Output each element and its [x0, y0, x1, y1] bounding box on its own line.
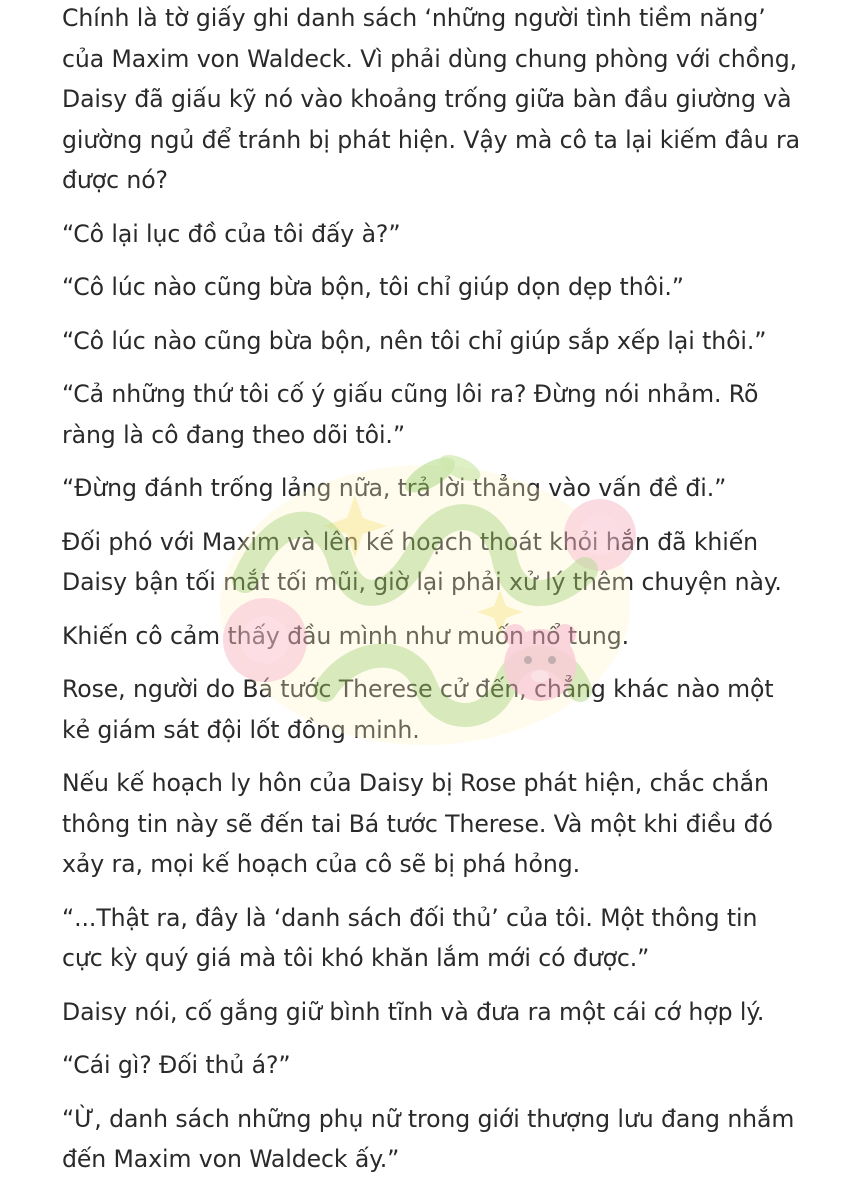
paragraph-11: “...Thật ra, đây là ‘danh sách đối thủ’ của tôi. Một thông tin cực kỳ quý giá mà tôi khó khăn lắm mới có được.”	[62, 903, 758, 972]
paragraph-5: “Cả những thứ tôi cố ý giấu cũng lôi ra? Đừng nói nhảm. Rõ ràng là cô đang theo dõi tôi.”	[62, 380, 759, 449]
paragraph-7: Đối phó với Maxim và lên kế hoạch thoát khỏi hắn đã khiến Daisy bận tối mắt tối mũi, giờ lại phải xử lý thêm chuyện này.	[62, 527, 782, 596]
paragraph-10: Nếu kế hoạch ly hôn của Daisy bị Rose phát hiện, chắc chắn thông tin này sẽ đến tai Bá tước Therese. Và một khi điều đó xảy ra, mọi kế hoạch của cô sẽ bị phá hỏng.	[62, 769, 773, 878]
paragraph-8: Khiến cô cảm thấy đầu mình như muốn nổ tung.	[62, 621, 630, 650]
paragraph-6: “Đừng đánh trống lảng nữa, trả lời thẳng vào vấn đề đi.”	[62, 474, 727, 502]
paragraph-14: “Ừ, danh sách những phụ nữ trong giới thượng lưu đang nhắm đến Maxim von Waldeck ấy.”	[62, 1104, 795, 1173]
paragraph-13: “Cái gì? Đối thủ á?”	[62, 1051, 291, 1079]
paragraph-12: Daisy nói, cố gắng giữ bình tĩnh và đưa ra một cái cớ hợp lý.	[62, 997, 765, 1026]
paragraph-2: “Cô lại lục đồ của tôi đấy à?”	[62, 219, 401, 248]
paragraph-1: Chính là tờ giấy ghi danh sách ‘những người tình tiềm năng’ của Maxim von Waldeck. Vì phải dùng chung phòng với chồng, Daisy đã giấu kỹ nó vào khoảng trống giữa bàn đầu giường và giường ngủ để tránh bị phát hiện. Vậy mà cô ta lại kiếm đâu ra được nó?	[62, 4, 800, 194]
paragraph-4: “Cô lúc nào cũng bừa bộn, nên tôi chỉ giúp sắp xếp lại thôi.”	[62, 326, 767, 355]
paragraph-3: “Cô lúc nào cũng bừa bộn, tôi chỉ giúp dọn dẹp thôi.”	[62, 273, 684, 301]
paragraph-9: Rose, người do Bá tước Therese cử đến, chẳng khác nào một kẻ giám sát đội lốt đồng minh.	[62, 675, 774, 744]
